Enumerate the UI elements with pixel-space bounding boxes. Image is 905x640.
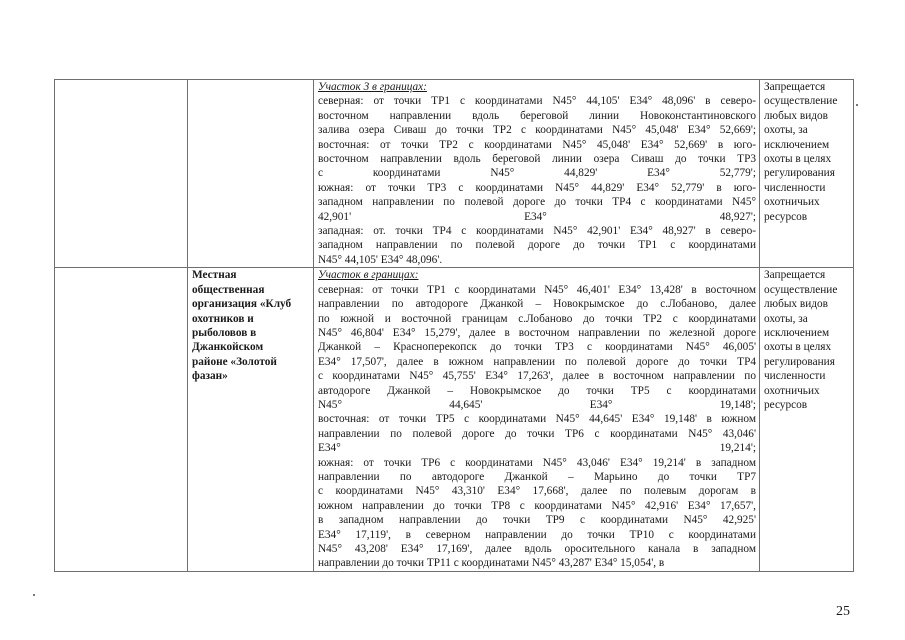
text-line: общественная	[192, 283, 265, 296]
page-number: 25	[836, 604, 850, 619]
text-line: Местная	[192, 269, 237, 282]
text-line: рыболовов в	[192, 326, 257, 339]
text-line: охотничьих	[764, 196, 820, 209]
text-line: осуществление	[764, 95, 838, 108]
section-heading: Участок 3 в границах:	[318, 81, 427, 93]
text-line: Запрещается	[764, 81, 826, 93]
boundary-text	[318, 94, 756, 267]
text-line: по южной и восточной границам с.Лобаново до точки ТР2 с координатами	[318, 312, 756, 325]
text-line: направлении по полевой дороге до точки ТР6 с координатами N45° 43,046'	[318, 427, 756, 440]
text-line: восточная: от точки ТР5 с координатами N45° 44,645' E34° 19,148' в южном	[318, 413, 756, 426]
text-line: направлении до точки ТР11 с координатами N45° 43,287' E34° 15,054', в	[318, 557, 665, 570]
text-line: залива озера Сиваш до точки ТР2 с координатами N45° 45,048' E34° 52,669';	[318, 124, 756, 137]
text-line: районе «Золотой	[192, 355, 277, 368]
text-line: регулирования	[764, 355, 835, 368]
boundaries-cell	[314, 80, 760, 268]
text-line: Джанкойском	[192, 341, 264, 354]
text-line: любых видов	[764, 298, 828, 311]
organization-cell	[188, 80, 314, 268]
text-line: восточная: от точки ТР2 с координатами N45° 45,048' E34° 52,669' в юго-	[318, 138, 756, 151]
boundary-text	[318, 283, 756, 571]
text-line: направлении по автодороге Джанкой – Марьино до точки ТР7	[318, 470, 756, 483]
text-line: западном направлении по полевой дороге до точки ТР1 с координатами	[318, 239, 756, 252]
text-line: с координатами N45° 43,310' E34° 17,668', далее по полевым дорогам в	[318, 485, 756, 498]
text-line: северная: от точки ТР1 с координатами N45° 44,105' E34° 48,096' в северо-	[318, 95, 756, 108]
restriction-cell	[760, 80, 854, 268]
section-heading: Участок в границах:	[318, 269, 419, 282]
text-line: южная: от точки ТР3 с координатами N45° 44,829' E34° 52,779' в юго-	[318, 181, 756, 194]
organization-cell	[188, 268, 314, 572]
text-line: западном направлении по полевой дороге до точки ТР4 с координатами N45°	[318, 196, 756, 209]
text-line: осуществление	[764, 283, 838, 296]
text-line: N45° 44,105' E34° 48,096'.	[318, 253, 443, 266]
scan-speck	[856, 104, 858, 106]
text-line: направлении по автодороге Джанкой – Новокрымское до с.Лобаново, далее	[318, 298, 756, 311]
text-line: численности	[764, 181, 826, 194]
text-line: восточном направлении вдоль береговой линии озера Сиваш до точки ТР3	[318, 153, 756, 166]
text-line: любых видов	[764, 109, 828, 122]
text-line: охотничьих	[764, 384, 820, 397]
text-line: N45° 43,208' E34° 17,169', далее вдоль оросительного канала в западном	[318, 543, 756, 555]
text-line: организация «Клуб	[192, 298, 292, 311]
text-line: Запрещается	[764, 269, 826, 282]
text-line: охоты в целях	[764, 341, 832, 354]
text-line: восточном направлении вдоль береговой линии Новоконстантиновского	[318, 109, 756, 122]
text-line: западная: от. точки ТР4 с координатами N45° 42,901' E34° 48,927' в северо-	[318, 225, 756, 238]
text-line: южная: от точки ТР6 с координатами N45° 43,046' E34° 19,214' в западном	[318, 456, 756, 469]
text-line: охоты в целях	[764, 153, 832, 166]
text-line: Джанкой – Красноперекопск до точки ТР3 с координатами N45° 46,005'	[318, 341, 756, 354]
text-line: исключением	[764, 326, 830, 339]
text-line: ресурсов	[764, 398, 808, 411]
text-line: фазан»	[192, 370, 228, 383]
text-line: E34° 17,119', в северном направлении до точки ТР10 с координатами	[318, 528, 756, 541]
text-line: исключением	[764, 138, 830, 151]
text-line: E34° 17,507', далее в южном направлении по полевой дороге до точки ТР4	[318, 355, 756, 368]
text-line: N45° 46,804' E34° 15,279', далее в восточном направлении по железной дороге	[318, 326, 756, 339]
text-line: автодороге Джанкой – Новокрымское до точки ТР5 с координатами	[318, 384, 756, 397]
text-line: охоты, за	[764, 124, 808, 137]
text-line: охоты, за	[764, 312, 808, 325]
text-line: N45° 44,645' E34° 19,148';	[318, 398, 756, 411]
table-row	[55, 80, 854, 268]
number-cell	[55, 80, 188, 268]
text-line: северная: от точки ТР1 с координатами N45° 46,401' E34° 13,428' в восточном	[318, 283, 756, 296]
text-line: E34° 19,214';	[318, 442, 756, 455]
restriction-cell	[760, 268, 854, 572]
text-line: с координатами N45° 45,755' E34° 17,263', далее в восточном направлении по	[318, 370, 756, 383]
text-line: в западном направлении до точки ТР9 с координатами N45° 42,925'	[318, 514, 756, 527]
hunting-grounds-table	[54, 79, 854, 572]
text-line: численности	[764, 370, 826, 383]
scan-speck	[33, 594, 35, 596]
text-line: регулирования	[764, 167, 835, 180]
text-line: южном направлении до точки ТР8 с координатами N45° 42,916' E34° 17,657',	[318, 499, 756, 512]
text-line: охотников и	[192, 312, 254, 325]
number-cell	[55, 268, 188, 572]
table-row	[55, 268, 854, 572]
text-line: 42,901' E34° 48,927';	[318, 210, 756, 223]
text-line: с координатами N45° 44,829' E34° 52,779';	[318, 167, 756, 180]
text-line: ресурсов	[764, 210, 808, 223]
boundaries-cell	[314, 268, 760, 572]
